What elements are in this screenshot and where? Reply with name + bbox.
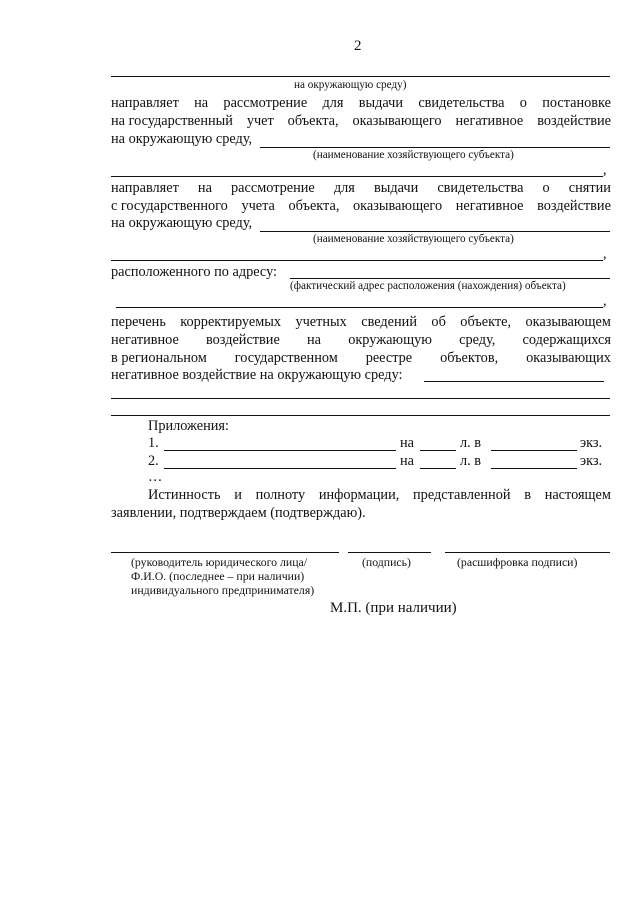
registration-comma: , (603, 162, 607, 178)
word: на (307, 332, 321, 348)
page-number: 2 (354, 38, 362, 54)
word: на государственный (111, 113, 233, 129)
attachment-1-sheets-field[interactable] (420, 450, 456, 451)
word: представленной (413, 487, 511, 503)
attachment-1-copies-field[interactable] (491, 450, 577, 451)
word: о (519, 95, 527, 111)
role-field[interactable] (111, 552, 339, 553)
registration-entity-caption: (наименование хозяйствующего субъекта) (313, 149, 514, 161)
word: Истинность (148, 487, 221, 503)
attachment-2-number: 2. (148, 453, 159, 469)
word: выдачи (373, 180, 419, 196)
attachment-1-sheets: л. в (460, 435, 482, 451)
role-caption-3: индивидуального предпринимателя) (131, 583, 315, 597)
removal-line-1 (111, 180, 611, 197)
word: о (542, 180, 550, 196)
word: полноту (255, 487, 306, 503)
word: оказывающего (352, 113, 442, 129)
registration-entity-field-2[interactable] (111, 176, 603, 177)
attachments-ellipsis: … (148, 469, 163, 485)
word: воздействие (537, 113, 611, 129)
removal-line-3: на окружающую среду, (111, 215, 253, 231)
word: учетных (295, 314, 347, 330)
attachment-2-copies-field[interactable] (491, 468, 577, 469)
word: выдачи (358, 95, 404, 111)
word: объекте, (460, 314, 512, 330)
corrections-field-2[interactable] (111, 398, 610, 399)
signature-field[interactable] (348, 552, 431, 553)
word: оказывающего (353, 198, 443, 214)
signature-caption: (подпись) (362, 555, 411, 569)
word: объекта, (287, 113, 339, 129)
word: свидетельства (418, 95, 505, 111)
removal-entity-caption: (наименование хозяйствующего субъекта) (313, 233, 514, 245)
word: содержащихся (522, 332, 611, 348)
word: в региональном (111, 350, 207, 366)
word: для (333, 180, 355, 196)
attachment-1-number: 1. (148, 435, 159, 451)
address-caption: (фактический адрес расположения (нахождения) объекта) (290, 280, 566, 292)
word: рассмотрение (223, 95, 308, 111)
role-caption-2: Ф.И.О. (последнее – при наличии) (131, 569, 305, 583)
word: оказывающих (526, 350, 611, 366)
corrections-line-1 (111, 314, 611, 331)
word: сведений (361, 314, 417, 330)
corrections-field-3[interactable] (111, 415, 610, 416)
corrections-line-3 (111, 350, 611, 367)
word: негативное (111, 332, 179, 348)
attachment-2-on: на (400, 453, 414, 469)
word: свидетельства (437, 180, 524, 196)
registration-line-2 (111, 113, 611, 130)
corrections-line-4: негативное воздействие на окружающую среду: (111, 367, 403, 383)
word: с государственного (111, 198, 228, 214)
attachment-2-name-field[interactable] (164, 468, 396, 469)
stamp-note: М.П. (при наличии) (330, 600, 457, 616)
registration-line-1 (111, 95, 611, 112)
word: для (322, 95, 344, 111)
word: среду, (459, 332, 496, 348)
word: информации, (318, 487, 400, 503)
word: учета (241, 198, 275, 214)
word: и (234, 487, 242, 503)
decoding-caption: (расшифровка подписи) (457, 555, 578, 569)
word: реестре (365, 350, 413, 366)
word: государственном (234, 350, 338, 366)
word: учет (246, 113, 274, 129)
word: настоящем (544, 487, 611, 503)
decoding-field[interactable] (445, 552, 610, 553)
role-caption-1: (руководитель юридического лица/ (131, 555, 308, 569)
word: на (194, 95, 209, 111)
word: направляет (111, 180, 179, 196)
word: окружающую (348, 332, 432, 348)
confirmation-line-2: заявлении, подтверждаем (подтверждаю). (111, 505, 366, 521)
attachment-1-copies: экз. (580, 435, 603, 451)
word: негативное (455, 198, 524, 214)
word: оказывающем (525, 314, 611, 330)
attachment-2-sheets-field[interactable] (420, 468, 456, 469)
attachment-2-sheets: л. в (460, 453, 482, 469)
removal-line-2 (111, 198, 611, 215)
word: корректируемых (180, 314, 282, 330)
corrections-line-2 (111, 332, 611, 349)
attachment-2-copies: экз. (580, 453, 603, 469)
word: негативное (455, 113, 524, 129)
word: рассмотрение (231, 180, 315, 196)
removal-comma: , (603, 246, 607, 262)
word: направляет (111, 95, 179, 111)
address-label: расположенного по адресу: (111, 264, 278, 280)
registration-line-3: на окружающую среду, (111, 131, 253, 147)
attachments-title: Приложения: (148, 418, 229, 434)
address-field-2[interactable] (116, 307, 603, 308)
word: в (524, 487, 531, 503)
word: воздействие (206, 332, 280, 348)
address-comma: , (603, 293, 607, 309)
attachment-1-on: на (400, 435, 414, 451)
top-blank-line[interactable] (111, 76, 610, 77)
word: объекта, (288, 198, 340, 214)
word: снятии (568, 180, 611, 196)
attachment-1-name-field[interactable] (164, 450, 396, 451)
header-caption: на окружающую среду) (294, 79, 407, 91)
word: постановке (542, 95, 611, 111)
confirmation-line-1 (148, 487, 611, 504)
word: об (431, 314, 446, 330)
word: на (197, 180, 212, 196)
word: объектов, (440, 350, 499, 366)
corrections-field[interactable] (424, 381, 604, 382)
word: воздействие (537, 198, 611, 214)
removal-entity-field-2[interactable] (111, 260, 603, 261)
word: перечень (111, 314, 166, 330)
